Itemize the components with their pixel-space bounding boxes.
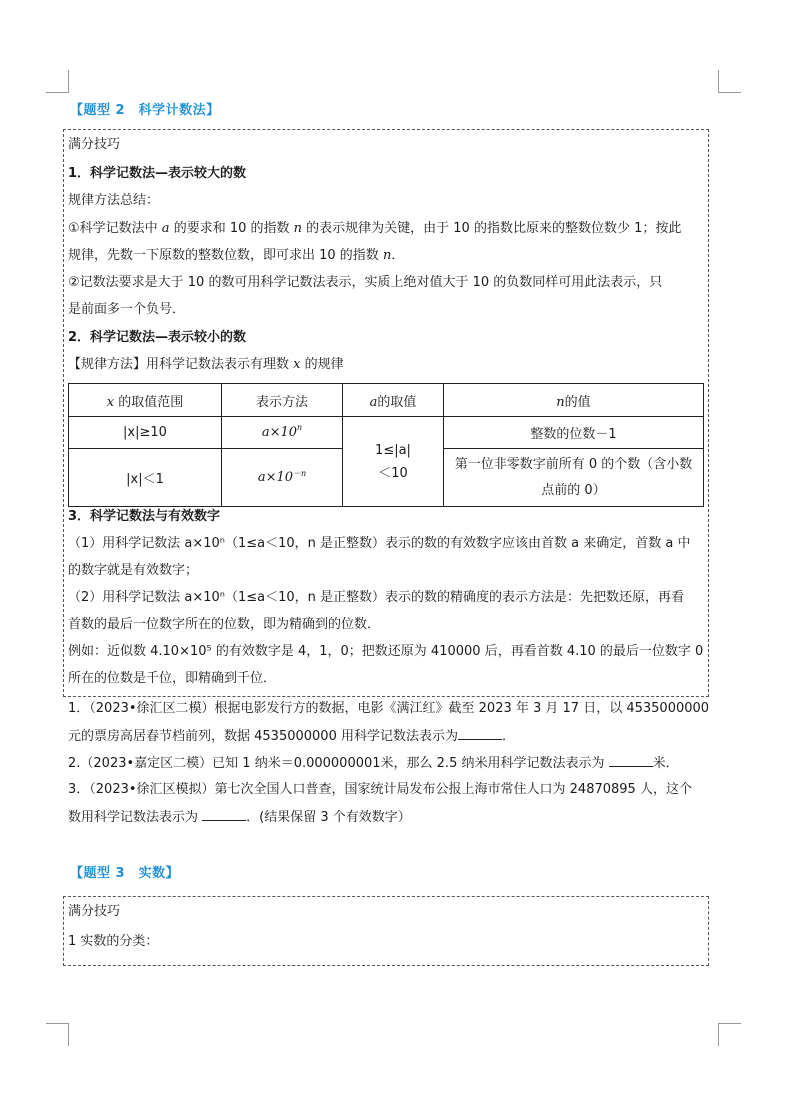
section-title: 【题型 3 实数】 [70,866,180,881]
page-corner-mark [46,1023,69,1046]
table-cell: |x|＜1 [69,449,222,507]
paragraph: 首数的最后一位数字所在的位数，即为精确到的位数． [68,617,381,632]
answer-blank[interactable] [202,808,246,821]
paragraph: 所在的位数是千位，即精确到千位． [68,671,277,686]
question-3: 3．（2023•徐汇区模拟）第七次全国人口普查，国家统计局发布公报上海市常住人口为 24870895 人，这个 [68,782,692,797]
rule-title: 规律方法总结： [68,193,160,208]
rule-title: 【规律方法】用科学记数法表示有理数 x 的规律 [68,357,344,372]
paragraph: （2）用科学记数法 a×10ⁿ（1≤a＜10，n 是正整数）表示的数的精确度的表示方法是：先把数还原，再看 [68,590,685,605]
page-corner-mark [46,70,69,93]
paragraph: 1 实数的分类： [68,934,159,949]
table-header: a的取值 [343,384,444,417]
rules-table [68,383,704,507]
table-header: x 的取值范围 [69,384,222,417]
paragraph: 的数字就是有效数字； [68,563,199,578]
paragraph: 例如：近似数 4.10×10⁵ 的有效数字是 4，1，0；把数还原为 410000 后，再看首数 4.10 的最后一位数字 0 [68,644,704,659]
answer-blank[interactable] [458,727,502,740]
question-2: 2.（2023•嘉定区二模）已知 1 纳米＝0.000000001米，那么 2.5 纳米用科学记数法表示为 米． [68,756,679,771]
paragraph: 是前面多一个负号． [68,302,186,317]
table-cell: $a\times 10^{-n}$ [222,449,343,507]
question-3-cont: 数用科学记数法表示为 ．(结果保留 3 个有效数字） [68,810,411,825]
table-cell: 1≤|a| ＜10 [343,417,444,507]
question-1: 1．（2023•徐汇区二模）根据电影发行方的数据，电影《满江红》截至 2023 年 3 月 17 日，以 4535000000 [68,701,710,716]
subheading: 3．科学记数法与有效数字 [68,509,221,524]
table-cell: |x|≥10 [69,417,222,449]
tips-title: 满分技巧 [68,904,121,919]
answer-blank[interactable] [609,754,653,767]
page-corner-mark [718,70,741,93]
page-corner-mark [718,1023,741,1046]
table-header: n的值 [444,384,704,417]
tips-title: 满分技巧 [68,137,121,152]
table-cell: $a\times 10^n$ [222,417,343,449]
table-cell: 整数的位数－1 [444,417,704,449]
paragraph: ②记数法要求是大于 10 的数可用科学记数法表示，实质上绝对值大于 10 的负数同样可用此法表示，只 [68,275,663,290]
subheading: 2．科学记数法—表示较小的数 [68,330,247,345]
paragraph: （1）用科学记数法 a×10ⁿ（1≤a＜10，n 是正整数）表示的数的有效数字应该由首数 a 来确定，首数 a 中 [68,536,691,551]
table-cell: 第一位非零数字前所有 0 的个数（含小数 点前的 0） [444,449,704,507]
table-header: 表示方法 [222,384,343,417]
section-title: 【题型 2 科学计数法】 [70,103,220,118]
paragraph: 规律，先数一下原数的整数位数，即可求出 10 的指数 n． [68,248,405,263]
question-1-cont: 元的票房高居春节档前列，数据 4535000000 用科学记数法表示为 ． [68,729,515,744]
paragraph: ①科学记数法中 a 的要求和 10 的指数 n 的表示规律为关键，由于 10 的指数比原来的整数位数少 1；按此 [68,221,682,236]
tips-box [63,896,709,966]
subheading: 1．科学记数法—表示较大的数 [68,166,247,181]
